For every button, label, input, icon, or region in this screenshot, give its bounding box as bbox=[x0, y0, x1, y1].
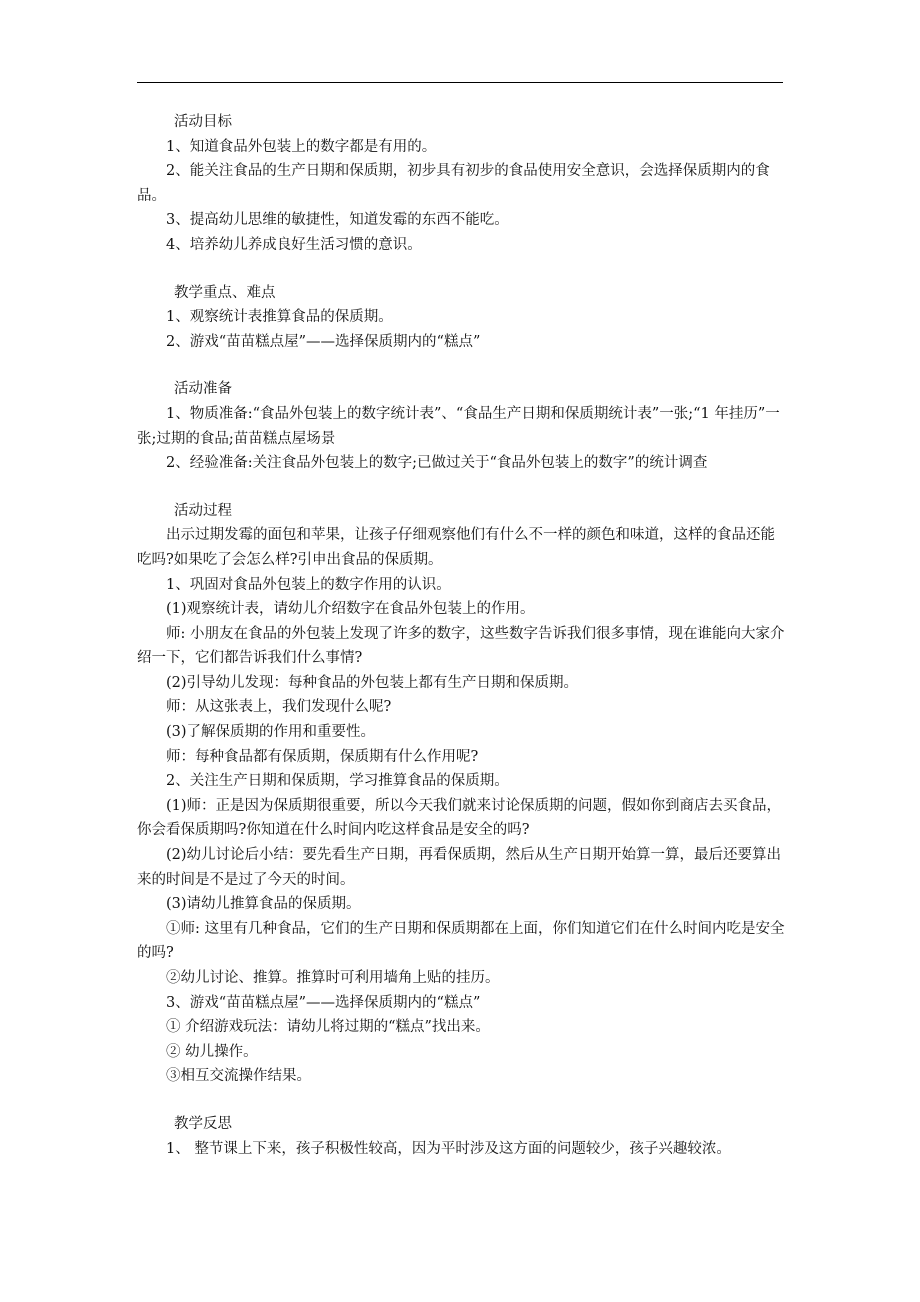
paragraph: 2、关注生产日期和保质期，学习推算食品的保质期。 bbox=[166, 773, 509, 790]
paragraph: 师：从这张表上，我们发现什么呢? bbox=[166, 699, 392, 716]
section-heading: 活动目标 bbox=[174, 114, 232, 130]
section-objectives bbox=[137, 110, 785, 258]
paragraph: 3、提高幼儿思维的敏捷性，知道发霉的东西不能吃。 bbox=[166, 212, 509, 229]
section-key-points bbox=[137, 281, 785, 355]
section-reflection bbox=[137, 1112, 785, 1161]
paragraph: ①师: 这里有几种食品，它们的生产日期和保质期都在上面，你们知道它们在什么时间内吃是安全的吗? bbox=[137, 920, 785, 962]
paragraph: (2)引导幼儿发现：每种食品的外包装上都有生产日期和保质期。 bbox=[166, 674, 579, 691]
section-heading: 活动过程 bbox=[174, 502, 232, 519]
paragraph: ② 幼儿操作。 bbox=[166, 1043, 258, 1060]
paragraph: 1、 整节课上下来，孩子积极性较高，因为平时涉及这方面的问题较少，孩子兴趣较浓。 bbox=[166, 1140, 731, 1157]
paragraph: 2、游戏“苗苗糕点屋”——选择保质期内的“糕点” bbox=[166, 333, 481, 350]
paragraph: 师：每种食品都有保质期，保质期有什么作用呢? bbox=[166, 748, 479, 765]
section-process bbox=[137, 499, 785, 1089]
paragraph: 1、知道食品外包装上的数字都是有用的。 bbox=[166, 138, 437, 155]
section-heading: 活动准备 bbox=[174, 381, 232, 398]
header-rule bbox=[137, 82, 783, 83]
paragraph: (2)幼儿讨论后小结：要先看生产日期，再看保质期，然后从生产日期开始算一算，最后还要算出来的时间是不是过了今天的时间。 bbox=[137, 847, 782, 888]
paragraph: 3、游戏“苗苗糕点屋”——选择保质期内的“糕点” bbox=[166, 994, 481, 1011]
paragraph: ②幼儿讨论、推算。推算时可利用墙角上贴的挂历。 bbox=[166, 970, 500, 986]
paragraph: 1、巩固对食品外包装上的数字作用的认识。 bbox=[166, 576, 451, 593]
paragraph: (1)观察统计表，请幼儿介绍数字在食品外包装上的作用。 bbox=[166, 601, 535, 618]
paragraph: 1、观察统计表推算食品的保质期。 bbox=[166, 309, 393, 326]
paragraph: 2、经验准备:关注食品外包装上的数字;已做过关于“食品外包装上的数字”的统计调查 bbox=[166, 455, 708, 472]
paragraph: 2、能关注食品的生产日期和保质期，初步具有初步的食品使用安全意识，会选择保质期内的食品。 bbox=[137, 163, 770, 204]
paragraph: (3)请幼儿推算食品的保质期。 bbox=[166, 896, 361, 913]
paragraph: (3)了解保质期的作用和重要性。 bbox=[166, 724, 376, 741]
paragraph: ③相互交流操作结果。 bbox=[166, 1068, 311, 1085]
section-heading: 教学反思 bbox=[174, 1115, 232, 1132]
paragraph: 1、物质准备:“食品外包装上的数字统计表”、“食品生产日期和保质期统计表”一张;“1 年挂历”一张;过期的食品;苗苗糕点屋场景 bbox=[137, 405, 780, 447]
section-heading: 教学重点、难点 bbox=[174, 284, 276, 301]
paragraph: 师: 小朋友在食品的外包装上发现了许多的数字，这些数字告诉我们很多事情，现在谁能向大家介绍一下，它们都告诉我们什么事情? bbox=[137, 625, 785, 667]
paragraph: 4、培养幼儿养成良好生活习惯的意识。 bbox=[166, 236, 422, 253]
paragraph: ① 介绍游戏玩法：请幼儿将过期的“糕点”找出来。 bbox=[166, 1019, 490, 1036]
paragraph: (1)师：正是因为保质期很重要，所以今天我们就来讨论保质期的问题，假如你到商店去买食品，你会看保质期吗?你知道在什么时间内吃这样食品是安全的吗? bbox=[137, 797, 782, 839]
document-body bbox=[137, 110, 785, 1161]
section-preparation bbox=[137, 377, 785, 475]
paragraph: 出示过期发霉的面包和苹果，让孩子仔细观察他们有什么不一样的颜色和味道，这样的食品还能吃吗?如果吃了会怎么样?引申出食品的保质期。 bbox=[137, 527, 775, 568]
